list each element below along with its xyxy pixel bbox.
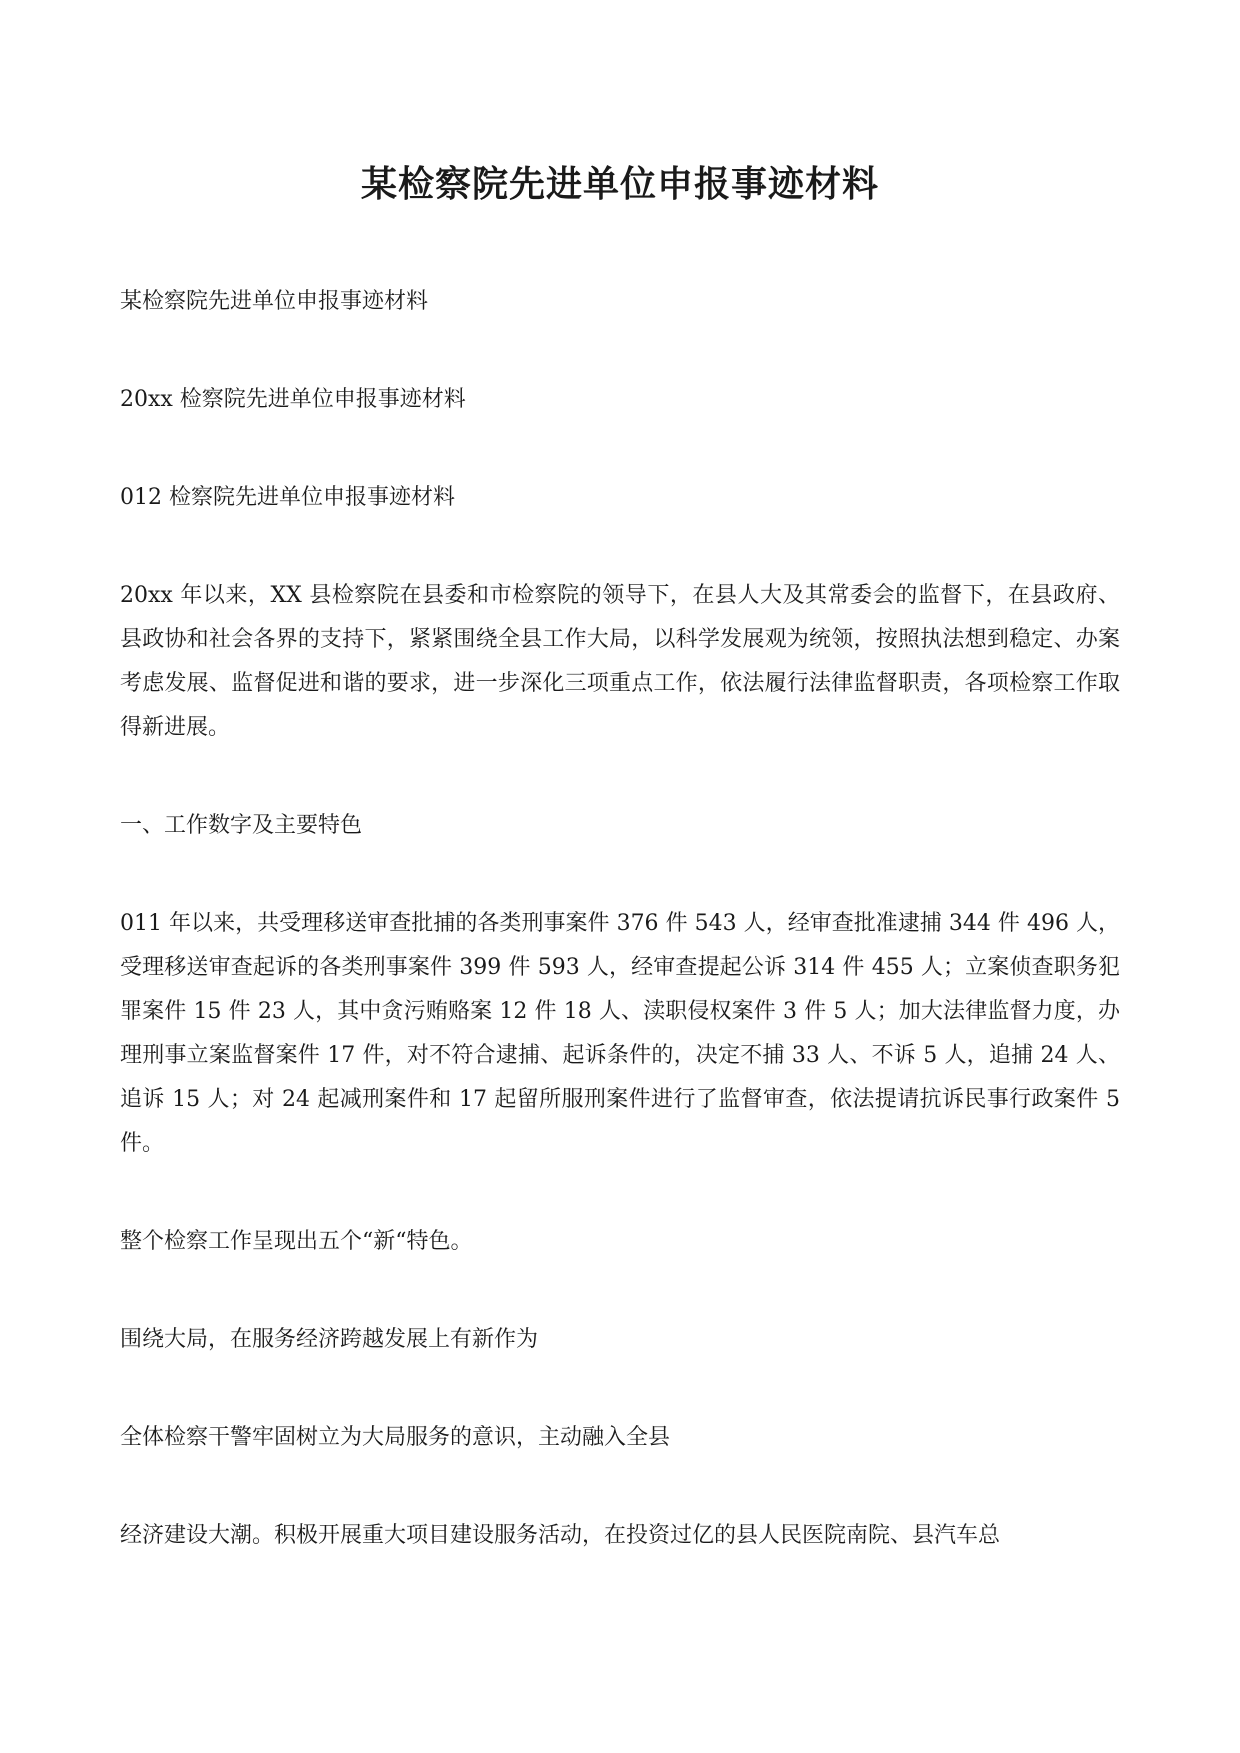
document-body bbox=[120, 280, 1120, 1612]
paragraph-features: 整个检察工作呈现出五个“新“特色。 bbox=[120, 1229, 473, 1254]
paragraph-year-title: 20xx 检察院先进单位申报事迹材料 bbox=[120, 387, 466, 412]
section-heading: 一、工作数字及主要特色 bbox=[120, 813, 363, 838]
document-title: 某检察院先进单位申报事迹材料 bbox=[360, 163, 879, 205]
paragraph-service: 全体检察干警牢固树立为大局服务的意识，主动融入全县 bbox=[120, 1425, 671, 1450]
paragraph-subtitle: 某检察院先进单位申报事迹材料 bbox=[120, 289, 429, 314]
paragraph-construction: 经济建设大潮。积极开展重大项目建设服务活动，在投资过亿的县人民医院南院、县汽车总 bbox=[120, 1523, 1001, 1548]
paragraph-subheading: 围绕大局，在服务经济跨越发展上有新作为 bbox=[120, 1327, 539, 1352]
paragraph-statistics: 011 年以来，共受理移送审查批捕的各类刑事案件 376 件 543 人，经审查批准逮捕 344 件 496 人，受理移送审查起诉的各类刑事案件 399 件 593 人，经审查提起公诉 314 件 455 人；立案侦查职务犯罪案件 15 件 23 人，其中贪污贿赂案 12 件 18 人、渎职侵权案件 3 件 5 人；加大法律监督力度，办理刑事立案监督案件 17 件，对不符合逮捕、起诉条件的，决定不捕 33 人、不诉 5 人，追捕 24 人、追诉 15 人；对 24 起减刑案件和 17 起留所服刑案件进行了监督审查，依法提请抗诉民事行政案件 5 件。 bbox=[120, 911, 1120, 1156]
paragraph-012-title: 012 检察院先进单位申报事迹材料 bbox=[120, 485, 455, 510]
paragraph-intro: 20xx 年以来，XX 县检察院在县委和市检察院的领导下，在县人大及其常委会的监督下，在县政府、县政协和社会各界的支持下，紧紧围绕全县工作大局，以科学发展观为统领，按照执法想到稳定、办案考虑发展、监督促进和谐的要求，进一步深化三项重点工作，依法履行法律监督职责，各项检察工作取得新进展。 bbox=[120, 583, 1120, 740]
